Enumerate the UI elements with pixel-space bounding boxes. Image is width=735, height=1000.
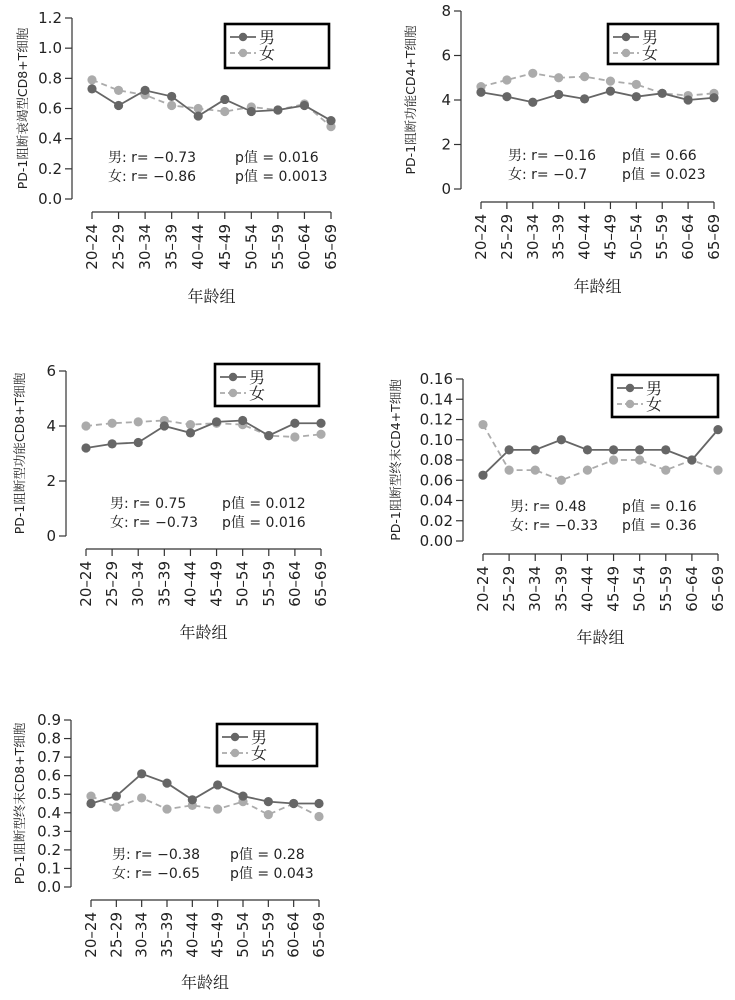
- stat-pvalue: p值 = 0.016: [222, 515, 306, 531]
- male-data-point: [220, 95, 229, 104]
- x-tick-label: 35–39: [552, 566, 571, 612]
- legend-marker: [626, 384, 634, 392]
- x-tick-label: 20–24: [474, 566, 492, 612]
- male-data-point: [687, 455, 696, 464]
- male-data-point: [114, 101, 123, 110]
- y-tick-label: 0.00: [419, 532, 453, 550]
- female-data-point: [528, 69, 537, 78]
- y-tick-label: 0.1: [37, 859, 61, 878]
- stat-pvalue: p值 = 0.016: [235, 150, 319, 166]
- x-tick-label: 45–49: [207, 561, 226, 607]
- legend-box: [612, 375, 718, 417]
- female-data-point: [264, 810, 273, 819]
- male-data-point: [609, 445, 618, 454]
- stat-pvalue: p值 = 0.36: [622, 518, 697, 534]
- chart-panel-4: [388, 370, 727, 647]
- male-data-point: [134, 438, 143, 447]
- male-data-point: [108, 439, 117, 448]
- male-data-point: [314, 799, 323, 808]
- x-tick-label: 25–29: [500, 566, 519, 612]
- x-tick-label: 40–44: [183, 912, 202, 958]
- stat-pvalue: p值 = 0.0013: [235, 169, 328, 185]
- x-tick-label: 55–59: [656, 566, 675, 612]
- legend-marker: [229, 389, 237, 397]
- legend-entry: 男: [259, 28, 276, 47]
- stat-correlation: 女: r= −0.73: [110, 515, 199, 531]
- male-data-point: [583, 445, 592, 454]
- male-data-point: [502, 92, 511, 101]
- female-data-point: [505, 466, 514, 475]
- chart-panel-1: [15, 9, 340, 306]
- x-tick-label: 30–34: [523, 214, 542, 260]
- x-tick-label: 60–64: [295, 224, 314, 270]
- male-data-point: [478, 471, 487, 480]
- x-tick-label: 40–44: [181, 561, 200, 607]
- y-tick-label: 0.3: [37, 822, 61, 841]
- male-data-point: [86, 799, 95, 808]
- y-tick-label: 2: [46, 472, 56, 490]
- male-data-point: [557, 435, 566, 444]
- female-data-point: [87, 75, 96, 84]
- x-tick-label: 45–49: [604, 566, 623, 612]
- legend-entry: 女: [249, 384, 266, 403]
- male-data-point: [289, 799, 298, 808]
- x-tick-label: 65–69: [709, 566, 727, 612]
- y-tick-label: 0.7: [37, 748, 61, 767]
- x-tick-label: 35–39: [158, 912, 176, 958]
- x-tick-label: 55–59: [268, 224, 287, 270]
- female-data-point: [606, 76, 615, 85]
- x-tick-label: 35–39: [549, 214, 568, 260]
- male-data-point: [476, 88, 485, 97]
- male-data-point: [606, 87, 615, 96]
- y-tick-label: 0.02: [419, 511, 453, 530]
- y-axis-title: PD-1阻断衰竭型CD8+T细胞: [15, 27, 30, 190]
- stat-pvalue: p值 = 0.16: [622, 499, 697, 515]
- male-data-point: [194, 111, 203, 120]
- stat-correlation: 女: r= −0.7: [508, 167, 588, 183]
- y-tick-label: 0.6: [38, 99, 62, 118]
- x-axis-title: 年龄组: [576, 628, 625, 647]
- y-tick-label: 0.06: [419, 471, 453, 490]
- x-tick-label: 40–44: [189, 224, 208, 270]
- x-tick-label: 65–69: [705, 214, 723, 260]
- x-tick-label: 30–34: [132, 912, 151, 958]
- female-data-point: [186, 420, 195, 429]
- male-data-point: [247, 107, 256, 116]
- y-tick-label: 6: [46, 362, 56, 380]
- y-tick-label: 0.2: [37, 840, 61, 859]
- y-axis-title: PD-1阻断型功能CD8+T细胞: [12, 372, 27, 535]
- stat-correlation: 男: r= 0.48: [510, 499, 587, 515]
- x-tick-label: 50–54: [630, 566, 649, 612]
- female-data-point: [108, 419, 117, 428]
- x-tick-label: 55–59: [653, 214, 672, 260]
- female-data-point: [290, 432, 299, 441]
- y-tick-label: 0: [441, 180, 451, 198]
- male-series-line: [86, 421, 321, 449]
- female-series-line: [483, 425, 718, 481]
- y-tick-label: 1.0: [38, 39, 62, 58]
- x-tick-label: 20–24: [83, 224, 101, 270]
- female-series-line: [86, 421, 321, 438]
- y-tick-label: 6: [441, 46, 451, 65]
- x-tick-label: 30–34: [136, 224, 155, 270]
- male-data-point: [213, 780, 222, 789]
- legend-entry: 女: [251, 744, 268, 763]
- x-tick-label: 50–54: [242, 224, 261, 270]
- x-tick-label: 60–64: [284, 912, 303, 958]
- x-tick-label: 50–54: [234, 912, 252, 958]
- legend-marker: [231, 733, 239, 741]
- male-data-point: [300, 101, 309, 110]
- x-axis-title: 年龄组: [179, 623, 228, 642]
- legend-box: [225, 24, 329, 68]
- female-data-point: [220, 107, 229, 116]
- male-data-point: [684, 95, 693, 104]
- male-data-point: [713, 425, 722, 434]
- y-tick-label: 0.6: [37, 766, 61, 785]
- male-series-line: [481, 91, 714, 102]
- stat-pvalue: p值 = 0.28: [230, 847, 305, 863]
- stat-correlation: 女: r= −0.33: [510, 518, 599, 534]
- female-series-line: [481, 73, 714, 95]
- y-tick-label: 4: [46, 417, 56, 435]
- x-tick-label: 65–69: [312, 561, 330, 607]
- female-data-point: [112, 803, 121, 812]
- x-tick-label: 35–39: [162, 224, 181, 270]
- female-data-point: [632, 80, 641, 89]
- male-data-point: [635, 445, 644, 454]
- x-tick-label: 55–59: [259, 561, 278, 607]
- male-data-point: [112, 791, 121, 800]
- male-data-point: [531, 445, 540, 454]
- stat-correlation: 男: r= −0.38: [112, 847, 201, 863]
- y-tick-label: 2: [441, 135, 451, 154]
- legend-entry: 男: [646, 379, 663, 398]
- female-data-point: [531, 466, 540, 475]
- stat-correlation: 男: r= −0.73: [108, 150, 197, 166]
- male-data-point: [658, 89, 667, 98]
- chart-panel-5: [12, 711, 328, 992]
- y-tick-label: 0: [46, 527, 56, 545]
- x-tick-label: 60–64: [285, 561, 304, 607]
- male-data-point: [264, 431, 273, 440]
- legend-marker: [239, 49, 247, 57]
- male-data-point: [632, 92, 641, 101]
- stat-pvalue: p值 = 0.66: [622, 148, 697, 164]
- legend-entry: 女: [642, 44, 659, 63]
- x-tick-label: 40–44: [575, 214, 594, 260]
- female-data-point: [502, 75, 511, 84]
- female-data-point: [314, 812, 323, 821]
- x-tick-label: 40–44: [578, 566, 597, 612]
- legend-box: [215, 364, 319, 406]
- female-data-point: [162, 804, 171, 813]
- y-tick-label: 0.4: [38, 129, 62, 148]
- female-data-point: [167, 101, 176, 110]
- male-series-line: [92, 89, 331, 121]
- male-data-point: [528, 98, 537, 107]
- x-tick-label: 20–24: [82, 912, 100, 958]
- male-data-point: [238, 416, 247, 425]
- female-data-point: [316, 430, 325, 439]
- legend-entry: 男: [251, 728, 268, 747]
- x-tick-label: 65–69: [322, 224, 340, 270]
- female-data-point: [114, 86, 123, 95]
- y-tick-label: 0.08: [419, 451, 453, 469]
- x-axis-title: 年龄组: [180, 973, 230, 992]
- x-tick-label: 30–34: [526, 566, 545, 612]
- y-tick-label: 0.12: [419, 410, 453, 429]
- y-tick-label: 4: [441, 91, 451, 109]
- x-tick-label: 55–59: [259, 912, 278, 958]
- female-data-point: [81, 421, 90, 430]
- x-tick-label: 25–29: [103, 561, 122, 607]
- y-tick-label: 0.2: [38, 159, 62, 178]
- stat-pvalue: p值 = 0.023: [622, 167, 706, 183]
- chart-panel-3: [12, 362, 330, 642]
- male-data-point: [554, 90, 563, 99]
- female-data-point: [580, 72, 589, 81]
- y-tick-label: 0.0: [37, 878, 61, 896]
- male-data-point: [212, 417, 221, 426]
- x-axis-title: 年龄组: [573, 277, 622, 296]
- female-data-point: [134, 417, 143, 426]
- x-tick-label: 50–54: [627, 214, 646, 260]
- stat-pvalue: p值 = 0.012: [222, 496, 306, 512]
- x-tick-label: 35–39: [155, 561, 174, 607]
- legend-entry: 女: [259, 44, 276, 63]
- legend-marker: [626, 400, 634, 408]
- legend-entry: 男: [642, 28, 659, 47]
- x-tick-label: 30–34: [129, 561, 148, 607]
- male-data-point: [326, 116, 335, 125]
- y-tick-label: 0.5: [37, 785, 61, 804]
- y-axis-title: PD-1阻断型终末CD4+T细胞: [388, 379, 403, 541]
- female-data-point: [583, 466, 592, 475]
- x-tick-label: 50–54: [233, 561, 252, 607]
- y-tick-label: 0.0: [38, 190, 62, 208]
- female-data-point: [661, 466, 670, 475]
- y-tick-label: 8: [441, 2, 451, 20]
- male-data-point: [141, 86, 150, 95]
- female-data-point: [137, 793, 146, 802]
- legend-marker: [229, 373, 237, 381]
- x-tick-label: 60–64: [679, 214, 698, 260]
- female-data-point: [557, 476, 566, 485]
- female-data-point: [554, 73, 563, 82]
- y-tick-label: 1.2: [38, 9, 62, 27]
- x-tick-label: 25–29: [107, 912, 126, 958]
- female-data-point: [478, 420, 487, 429]
- stat-correlation: 男: r= −0.16: [508, 148, 597, 164]
- female-data-point: [635, 455, 644, 464]
- male-data-point: [273, 105, 282, 114]
- female-data-point: [609, 455, 618, 464]
- stat-pvalue: p值 = 0.043: [230, 866, 314, 882]
- legend-marker: [622, 33, 630, 41]
- y-tick-label: 0.8: [38, 69, 62, 88]
- female-series-line: [91, 796, 319, 816]
- male-data-point: [505, 445, 514, 454]
- male-data-point: [87, 84, 96, 93]
- male-data-point: [709, 93, 718, 102]
- legend-marker: [239, 33, 247, 41]
- stat-correlation: 女: r= −0.65: [112, 866, 201, 882]
- male-series-line: [91, 774, 319, 804]
- male-data-point: [290, 419, 299, 428]
- x-tick-label: 25–29: [497, 214, 516, 260]
- stat-correlation: 男: r= 0.75: [110, 496, 187, 512]
- y-tick-label: 0.9: [37, 711, 61, 729]
- female-series-line: [92, 80, 331, 127]
- legend-marker: [622, 49, 630, 57]
- y-axis-title: PD-1阻断型终末CD8+T细胞: [12, 722, 27, 885]
- y-tick-label: 0.14: [419, 390, 453, 409]
- y-tick-label: 0.04: [419, 491, 453, 510]
- male-data-point: [316, 419, 325, 428]
- male-data-point: [264, 797, 273, 806]
- x-tick-label: 65–69: [310, 912, 328, 958]
- female-data-point: [213, 804, 222, 813]
- y-tick-label: 0.16: [419, 370, 453, 388]
- x-tick-label: 60–64: [682, 566, 701, 612]
- x-tick-label: 45–49: [601, 214, 620, 260]
- chart-panel-2: [403, 2, 723, 296]
- y-axis-title: PD-1阻断功能CD4+T细胞: [403, 25, 418, 175]
- male-data-point: [661, 445, 670, 454]
- y-tick-label: 0.10: [419, 430, 453, 449]
- male-data-point: [238, 791, 247, 800]
- legend-marker: [231, 749, 239, 757]
- x-tick-label: 20–24: [472, 214, 490, 260]
- y-tick-label: 0.8: [37, 729, 61, 748]
- male-data-point: [167, 92, 176, 101]
- male-data-point: [81, 443, 90, 452]
- male-data-point: [186, 428, 195, 437]
- male-series-line: [483, 430, 718, 476]
- male-data-point: [188, 795, 197, 804]
- x-tick-label: 20–24: [77, 561, 95, 607]
- male-data-point: [160, 421, 169, 430]
- x-axis-title: 年龄组: [187, 287, 236, 306]
- y-tick-label: 0.4: [37, 803, 61, 822]
- legend-entry: 男: [249, 368, 266, 387]
- legend-box: [608, 24, 718, 64]
- stat-correlation: 女: r= −0.86: [108, 169, 197, 185]
- x-tick-label: 25–29: [109, 224, 128, 270]
- legend-entry: 女: [646, 395, 663, 414]
- male-data-point: [137, 769, 146, 778]
- female-data-point: [713, 466, 722, 475]
- x-tick-label: 45–49: [208, 912, 227, 958]
- x-tick-label: 45–49: [215, 224, 234, 270]
- male-data-point: [162, 778, 171, 787]
- male-data-point: [580, 94, 589, 103]
